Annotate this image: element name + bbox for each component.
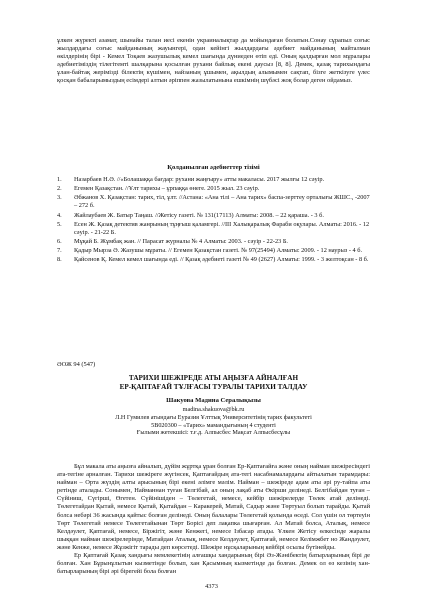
- article-title-line-2: ЕР-ҚАПТАҒАЙ ТҰЛҒАСЫ ТУРАЛЫ ТАРИХИ ТАЛДАУ: [119, 383, 308, 392]
- author-affiliation: [57, 406, 370, 437]
- udc-code: ӘОЖ 94 (547): [57, 361, 96, 368]
- article-title-line-1: ТАРИХИ ШЕЖІРЕДЕ АТЫ АҢЫЗҒА АЙНАЛҒАН: [128, 374, 299, 382]
- reference-item: 3. Әбжанов Х. Қазақстан: тарих, тіл, ұлт. //Астана: «Ана тілі – Ана тарих» баспа-зерттеу орталығы ЖШС., -2007 – 272 б.: [57, 194, 370, 210]
- references-list: [57, 176, 370, 266]
- reference-item: 8. Қайсенов Қ. Кемел кемел шағында еді. // Қазақ әдебиеті газеті № 49 (2627) Алматы: 1999. - 3 желтоқсан - 8 б.: [57, 256, 369, 264]
- reference-item: 7. Қадыр Мырза Ә. Жазушы мұраты. // Егемен Қазақстан газеті. № 97(25494) Алматы: 2009. - 12 наурыз - 4 б.: [57, 247, 363, 255]
- reference-item: 2. Егемен Қазақстан. //Ұлт тарихы – ұрпаққа өнеге. 2015 жыл. 23 сәуір.: [57, 185, 260, 193]
- affiliation-line-2: 5В020300 – «Тарих» мамандығының 4 студенті: [151, 421, 276, 429]
- intro-paragraph: ұлкен жүректі азамат, шынайы талан иесі екенін украиналықтар да мойындаған болатын.Сонау сұрапыл соғыс жылдардағы соғыс майданының жауынгері, одан кейінгі жылдардағы әдебиет майданының майталман өкілдерінің бірі - Кемел Тоқаев жазушылық кемел шағында дүниеден өтіп еді. Оның қалдырған мол мұралары әдебиетіміздің тілегітемті шалқарына қосылған рухани байлық екені даусыз [8, 8]. Демек, қазақ тарихындағы ұлан-байтақ жерімізді білектің күшімен, найзаның ұшымен, ақылдың алымымен сақтап, бізге жеткізуге үлес қосқан бабаларымыздың есімдері алтын әріппен жазылатынына ешкімнің шүбәсі жоқ болар деген ойдамыз.: [57, 37, 370, 85]
- reference-item: 5. Есен Ж. Қазақ детектив жанрының тұңғыш қаламгері. //ІІІ Халықаралық Фараби оқулары. Алматы: 2016. - 12 сәуір. - 21-22 Б.: [57, 220, 370, 236]
- reference-item: 6. Мұқай Б. Жұмбақ жан. // Парасат журналы № 4 Алматы: 2003. - сәуір - 22-23 Б.: [57, 237, 289, 245]
- article-body: [57, 463, 370, 576]
- advisor: Ғылыми жетекшісі: т.ғ.д. Алпысбес Мақсат Алпысбесұлы: [136, 429, 291, 437]
- body-paragraph: Бұл макала аты аңызға айналып, дүйім жұртқа ұран болған Ер-Қаптағайға және оның найман шежіресіндегі ата-тегіне арналған. Тарихи шежіреге жүгінсек, Қаптағайдың ата-тегі насабнамалардағы айтылатын тарамдары: найман – Орта жүздің алты арысының бірі екені әлімге мәлім. Найман – шежіреде адам аты әрі ру-тайпа аты ретінде аталады. Сонымен, Найманнан туған Белгібай, ал оның лақаб аты Өкірши делінеді. Белгібайдан туған – Сүйіниш, Сүгірші, Өгетен. Сүйінішіден – Төлегетай, немесе, кейбір шежірелерде Төлек атай делінеді. Төлегетайдан Қытай, немесе Қытай, Қытайдан – Каракерей, Матай, Садыр және Төртуыл болып тарайды. Қытай болса небәрі 36 жасында қайтыс болған делінеді. Оның балалары Төлегетай қолында өседі. Сол үшін ол төртеуін Төрт Төлегетай немесе Төлегетайынан Төрт Борісі деп лақапка шығарған. Ал Матай болса, Аталық, немесе Келдәулет, Қаптағай, немесе, Біржігіт, және Кенжегі, немесе Ізбасар атады. Ұлкен Жетісу өлкесінде жаралы шыққан найман шежірелерінде, Матайдан Аталық, немесе Келдәулет, Қаптағай, немесе Келімжбет но Жандәулет, және Кенже, немесе Жұзжігіт тарады деп көрсетеді. Шежіре нұсқаларының кейбірі осылы бүтінейды.: [57, 463, 370, 551]
- reference-item: 1. Назарбаев Н.Ә. //«Болашаққа бағдар: рухани жаңғыру» атты макаласы. 2017 жылғы 12 сәуір.: [57, 176, 325, 183]
- body-paragraph: Ер Қаптағай Қазақ хандығы мемлекетінің алғашқы хандарының бірі Әз-Жәнібектің батырларының бірі де болған. Хан Бұрынұлытын кызметінде болып, хан Қасымның кызметінде да болған. Демек ол өз кезінің хан-батырларының бірі әрі бірегейі бола болған: [57, 552, 370, 576]
- page-number: 4373: [205, 583, 218, 590]
- article-title: [57, 374, 370, 392]
- author-name: Шакуова Мадина Сералықызы: [166, 397, 261, 404]
- reference-item: 4. Жайлаубаев Ж. Батыр Таңаш. //Жетісу газеті. № 131(17113) Алматы: 2008. – 22 қараша. - 3 б.: [57, 211, 324, 219]
- author-email: madina.shakuova@bk.ru: [182, 406, 245, 413]
- references-heading: Қолданылған әдебиеттер тізімі: [167, 164, 260, 171]
- intro-section: [57, 37, 370, 86]
- affiliation-line-1: Л.Н Гумилев атындағы Еуразия Ұлттық Университетінің тарих факультеті: [115, 413, 312, 421]
